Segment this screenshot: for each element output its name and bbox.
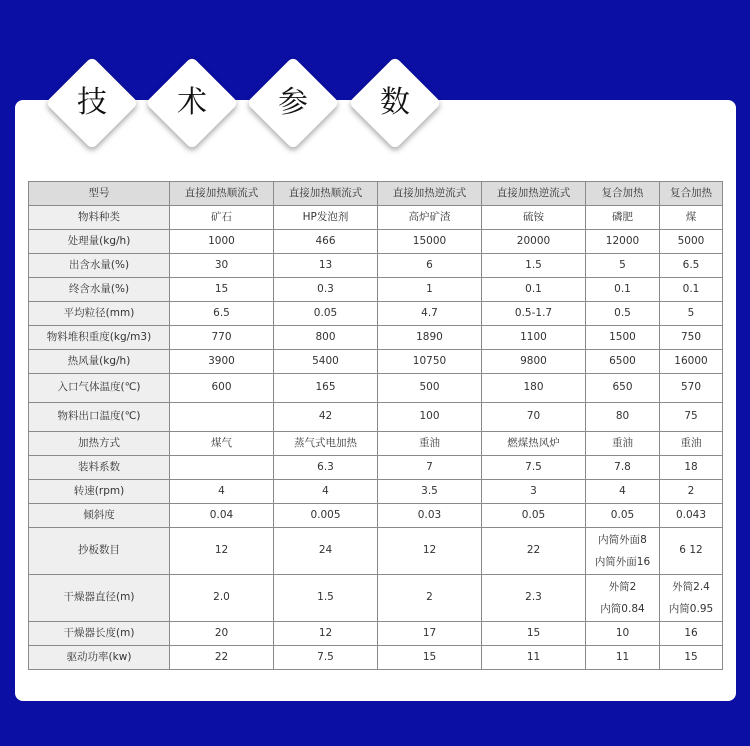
row-label: 物料种类 bbox=[29, 206, 170, 230]
table-cell: 1.5 bbox=[274, 575, 378, 622]
table-cell: 0.043 bbox=[660, 504, 723, 528]
table-cell: 0.005 bbox=[274, 504, 378, 528]
table-cell: 1 bbox=[378, 278, 482, 302]
table-cell: 10 bbox=[586, 622, 660, 646]
table-cell: 4 bbox=[586, 480, 660, 504]
row-label: 热风量(kg/h) bbox=[29, 350, 170, 374]
table-cell: 2.0 bbox=[170, 575, 274, 622]
table-cell: 7.8 bbox=[586, 456, 660, 480]
title-char: 参 bbox=[278, 85, 308, 120]
table-cell: 80 bbox=[586, 403, 660, 432]
title-char: 术 bbox=[177, 85, 207, 120]
table-cell: 高炉矿渣 bbox=[378, 206, 482, 230]
title-diamond-1 bbox=[45, 56, 139, 150]
table-cell: 770 bbox=[170, 326, 274, 350]
table-row bbox=[29, 622, 723, 646]
table-cell: 煤 bbox=[660, 206, 723, 230]
spec-table bbox=[28, 181, 723, 670]
table-cell: 1100 bbox=[482, 326, 586, 350]
table-cell: 磷肥 bbox=[586, 206, 660, 230]
table-cell: 800 bbox=[274, 326, 378, 350]
table-row bbox=[29, 350, 723, 374]
table-cell: 5 bbox=[660, 302, 723, 326]
table-cell: 7 bbox=[378, 456, 482, 480]
table-cell: 30 bbox=[170, 254, 274, 278]
table-cell: 42 bbox=[274, 403, 378, 432]
table-header-row bbox=[29, 182, 723, 206]
row-label: 入口气体温度(℃) bbox=[29, 374, 170, 403]
table-cell: 2.3 bbox=[482, 575, 586, 622]
table-cell: 2 bbox=[378, 575, 482, 622]
cell-line: 外简2 bbox=[608, 581, 637, 593]
table-cell: 12000 bbox=[586, 230, 660, 254]
table-cell: 1000 bbox=[170, 230, 274, 254]
table-row bbox=[29, 480, 723, 504]
row-label: 处理量(kg/h) bbox=[29, 230, 170, 254]
table-cell: 重油 bbox=[660, 432, 723, 456]
table-cell bbox=[660, 575, 723, 622]
table-cell: 6 bbox=[378, 254, 482, 278]
table-cell: 15 bbox=[660, 646, 723, 670]
table-cell bbox=[170, 456, 274, 480]
table-row bbox=[29, 456, 723, 480]
table-cell: 20000 bbox=[482, 230, 586, 254]
table-cell: 3 bbox=[482, 480, 586, 504]
table-cell: 0.5 bbox=[586, 302, 660, 326]
table-cell: 重油 bbox=[586, 432, 660, 456]
table-cell: 180 bbox=[482, 374, 586, 403]
table-cell: 750 bbox=[660, 326, 723, 350]
table-row bbox=[29, 374, 723, 403]
table-cell: 15 bbox=[378, 646, 482, 670]
table-cell: 100 bbox=[378, 403, 482, 432]
table-row bbox=[29, 432, 723, 456]
table-cell: 7.5 bbox=[274, 646, 378, 670]
table-cell bbox=[586, 575, 660, 622]
table-cell: 0.1 bbox=[660, 278, 723, 302]
row-label: 装料系数 bbox=[29, 456, 170, 480]
table-cell: 12 bbox=[378, 528, 482, 575]
header-cell: 直接加热顺流式 bbox=[170, 182, 274, 206]
table-cell: 600 bbox=[170, 374, 274, 403]
title-char: 技 bbox=[77, 85, 107, 120]
row-label: 物料出口温度(℃) bbox=[29, 403, 170, 432]
title-diamond-3 bbox=[246, 56, 340, 150]
table-cell: 20 bbox=[170, 622, 274, 646]
table-cell: 1.5 bbox=[482, 254, 586, 278]
table-cell: 12 bbox=[170, 528, 274, 575]
table-cell: 0.1 bbox=[586, 278, 660, 302]
table-cell: 4 bbox=[274, 480, 378, 504]
table-cell: 9800 bbox=[482, 350, 586, 374]
table-cell bbox=[586, 528, 660, 575]
row-label: 干燥器长度(m) bbox=[29, 622, 170, 646]
table-cell: 重油 bbox=[378, 432, 482, 456]
row-label: 物料堆积重度(kg/m3) bbox=[29, 326, 170, 350]
table-cell: 10750 bbox=[378, 350, 482, 374]
table-cell: 1890 bbox=[378, 326, 482, 350]
table-cell: 13 bbox=[274, 254, 378, 278]
table-cell: 3900 bbox=[170, 350, 274, 374]
row-label: 转速(rpm) bbox=[29, 480, 170, 504]
header-cell: 复合加热 bbox=[660, 182, 723, 206]
table-cell bbox=[170, 403, 274, 432]
table-cell: 煤气 bbox=[170, 432, 274, 456]
cell-line: 外简2.4 bbox=[672, 581, 710, 593]
table-cell: 70 bbox=[482, 403, 586, 432]
table-cell: 3.5 bbox=[378, 480, 482, 504]
table-cell: 0.04 bbox=[170, 504, 274, 528]
table-cell: 650 bbox=[586, 374, 660, 403]
table-cell: 1500 bbox=[586, 326, 660, 350]
row-label: 干燥器直径(m) bbox=[29, 575, 170, 622]
table-cell: 4.7 bbox=[378, 302, 482, 326]
table-cell: 5000 bbox=[660, 230, 723, 254]
table-cell: 0.1 bbox=[482, 278, 586, 302]
cell-line: 内简0.95 bbox=[668, 603, 714, 615]
table-cell: 蒸气式电加热 bbox=[274, 432, 378, 456]
table-cell: 11 bbox=[482, 646, 586, 670]
title-diamond-2 bbox=[145, 56, 239, 150]
table-cell: 7.5 bbox=[482, 456, 586, 480]
table-cell: 15 bbox=[170, 278, 274, 302]
table-cell: 16000 bbox=[660, 350, 723, 374]
table-row bbox=[29, 504, 723, 528]
table-cell: 0.05 bbox=[482, 504, 586, 528]
row-label: 加热方式 bbox=[29, 432, 170, 456]
table-cell: 矿石 bbox=[170, 206, 274, 230]
table-cell: 0.03 bbox=[378, 504, 482, 528]
cell-line: 内简外面16 bbox=[594, 556, 651, 568]
table-cell: 4 bbox=[170, 480, 274, 504]
table-cell: 24 bbox=[274, 528, 378, 575]
row-label: 驱动功率(kw) bbox=[29, 646, 170, 670]
cell-line: 内简0.84 bbox=[600, 603, 645, 615]
row-label: 倾斜度 bbox=[29, 504, 170, 528]
table-cell: 0.05 bbox=[274, 302, 378, 326]
header-cell: 直接加热逆流式 bbox=[482, 182, 586, 206]
table-cell: 6.3 bbox=[274, 456, 378, 480]
table-row bbox=[29, 326, 723, 350]
table-cell: 11 bbox=[586, 646, 660, 670]
row-label: 终含水量(%) bbox=[29, 278, 170, 302]
header-cell: 直接加热顺流式 bbox=[274, 182, 378, 206]
table-cell: 0.5-1.7 bbox=[482, 302, 586, 326]
table-row bbox=[29, 254, 723, 278]
table-cell: 18 bbox=[660, 456, 723, 480]
row-label: 抄板数目 bbox=[29, 528, 170, 575]
header-cell: 复合加热 bbox=[586, 182, 660, 206]
table-cell: 12 bbox=[274, 622, 378, 646]
title-char: 数 bbox=[380, 85, 410, 120]
table-row bbox=[29, 528, 723, 575]
table-row bbox=[29, 302, 723, 326]
table-row bbox=[29, 646, 723, 670]
table-cell: 570 bbox=[660, 374, 723, 403]
table-cell: 0.05 bbox=[586, 504, 660, 528]
header-cell: 型号 bbox=[29, 182, 170, 206]
row-label: 出含水量(%) bbox=[29, 254, 170, 278]
table-cell: 22 bbox=[482, 528, 586, 575]
table-row bbox=[29, 403, 723, 432]
table-cell: 165 bbox=[274, 374, 378, 403]
table-cell: 500 bbox=[378, 374, 482, 403]
table-cell: 燃煤热风炉 bbox=[482, 432, 586, 456]
table-cell: 16 bbox=[660, 622, 723, 646]
table-cell: 0.3 bbox=[274, 278, 378, 302]
table-cell: 17 bbox=[378, 622, 482, 646]
table-cell: 6.5 bbox=[170, 302, 274, 326]
table-cell: 5 bbox=[586, 254, 660, 278]
cell-line: 内简外面8 bbox=[598, 534, 647, 546]
table-cell: 15 bbox=[482, 622, 586, 646]
table-cell: 6.5 bbox=[660, 254, 723, 278]
row-label: 平均粒径(mm) bbox=[29, 302, 170, 326]
table-row bbox=[29, 206, 723, 230]
table-cell: 硫铵 bbox=[482, 206, 586, 230]
table-row bbox=[29, 278, 723, 302]
table-cell: 2 bbox=[660, 480, 723, 504]
table-row bbox=[29, 575, 723, 622]
table-cell: 22 bbox=[170, 646, 274, 670]
table-row bbox=[29, 230, 723, 254]
table-cell: 6 12 bbox=[660, 528, 723, 575]
table-cell: 6500 bbox=[586, 350, 660, 374]
header-cell: 直接加热逆流式 bbox=[378, 182, 482, 206]
table-cell: 5400 bbox=[274, 350, 378, 374]
title-diamond-4 bbox=[348, 56, 442, 150]
table-cell: 466 bbox=[274, 230, 378, 254]
table-cell: HP发泡剂 bbox=[274, 206, 378, 230]
table-cell: 15000 bbox=[378, 230, 482, 254]
table-cell: 75 bbox=[660, 403, 723, 432]
